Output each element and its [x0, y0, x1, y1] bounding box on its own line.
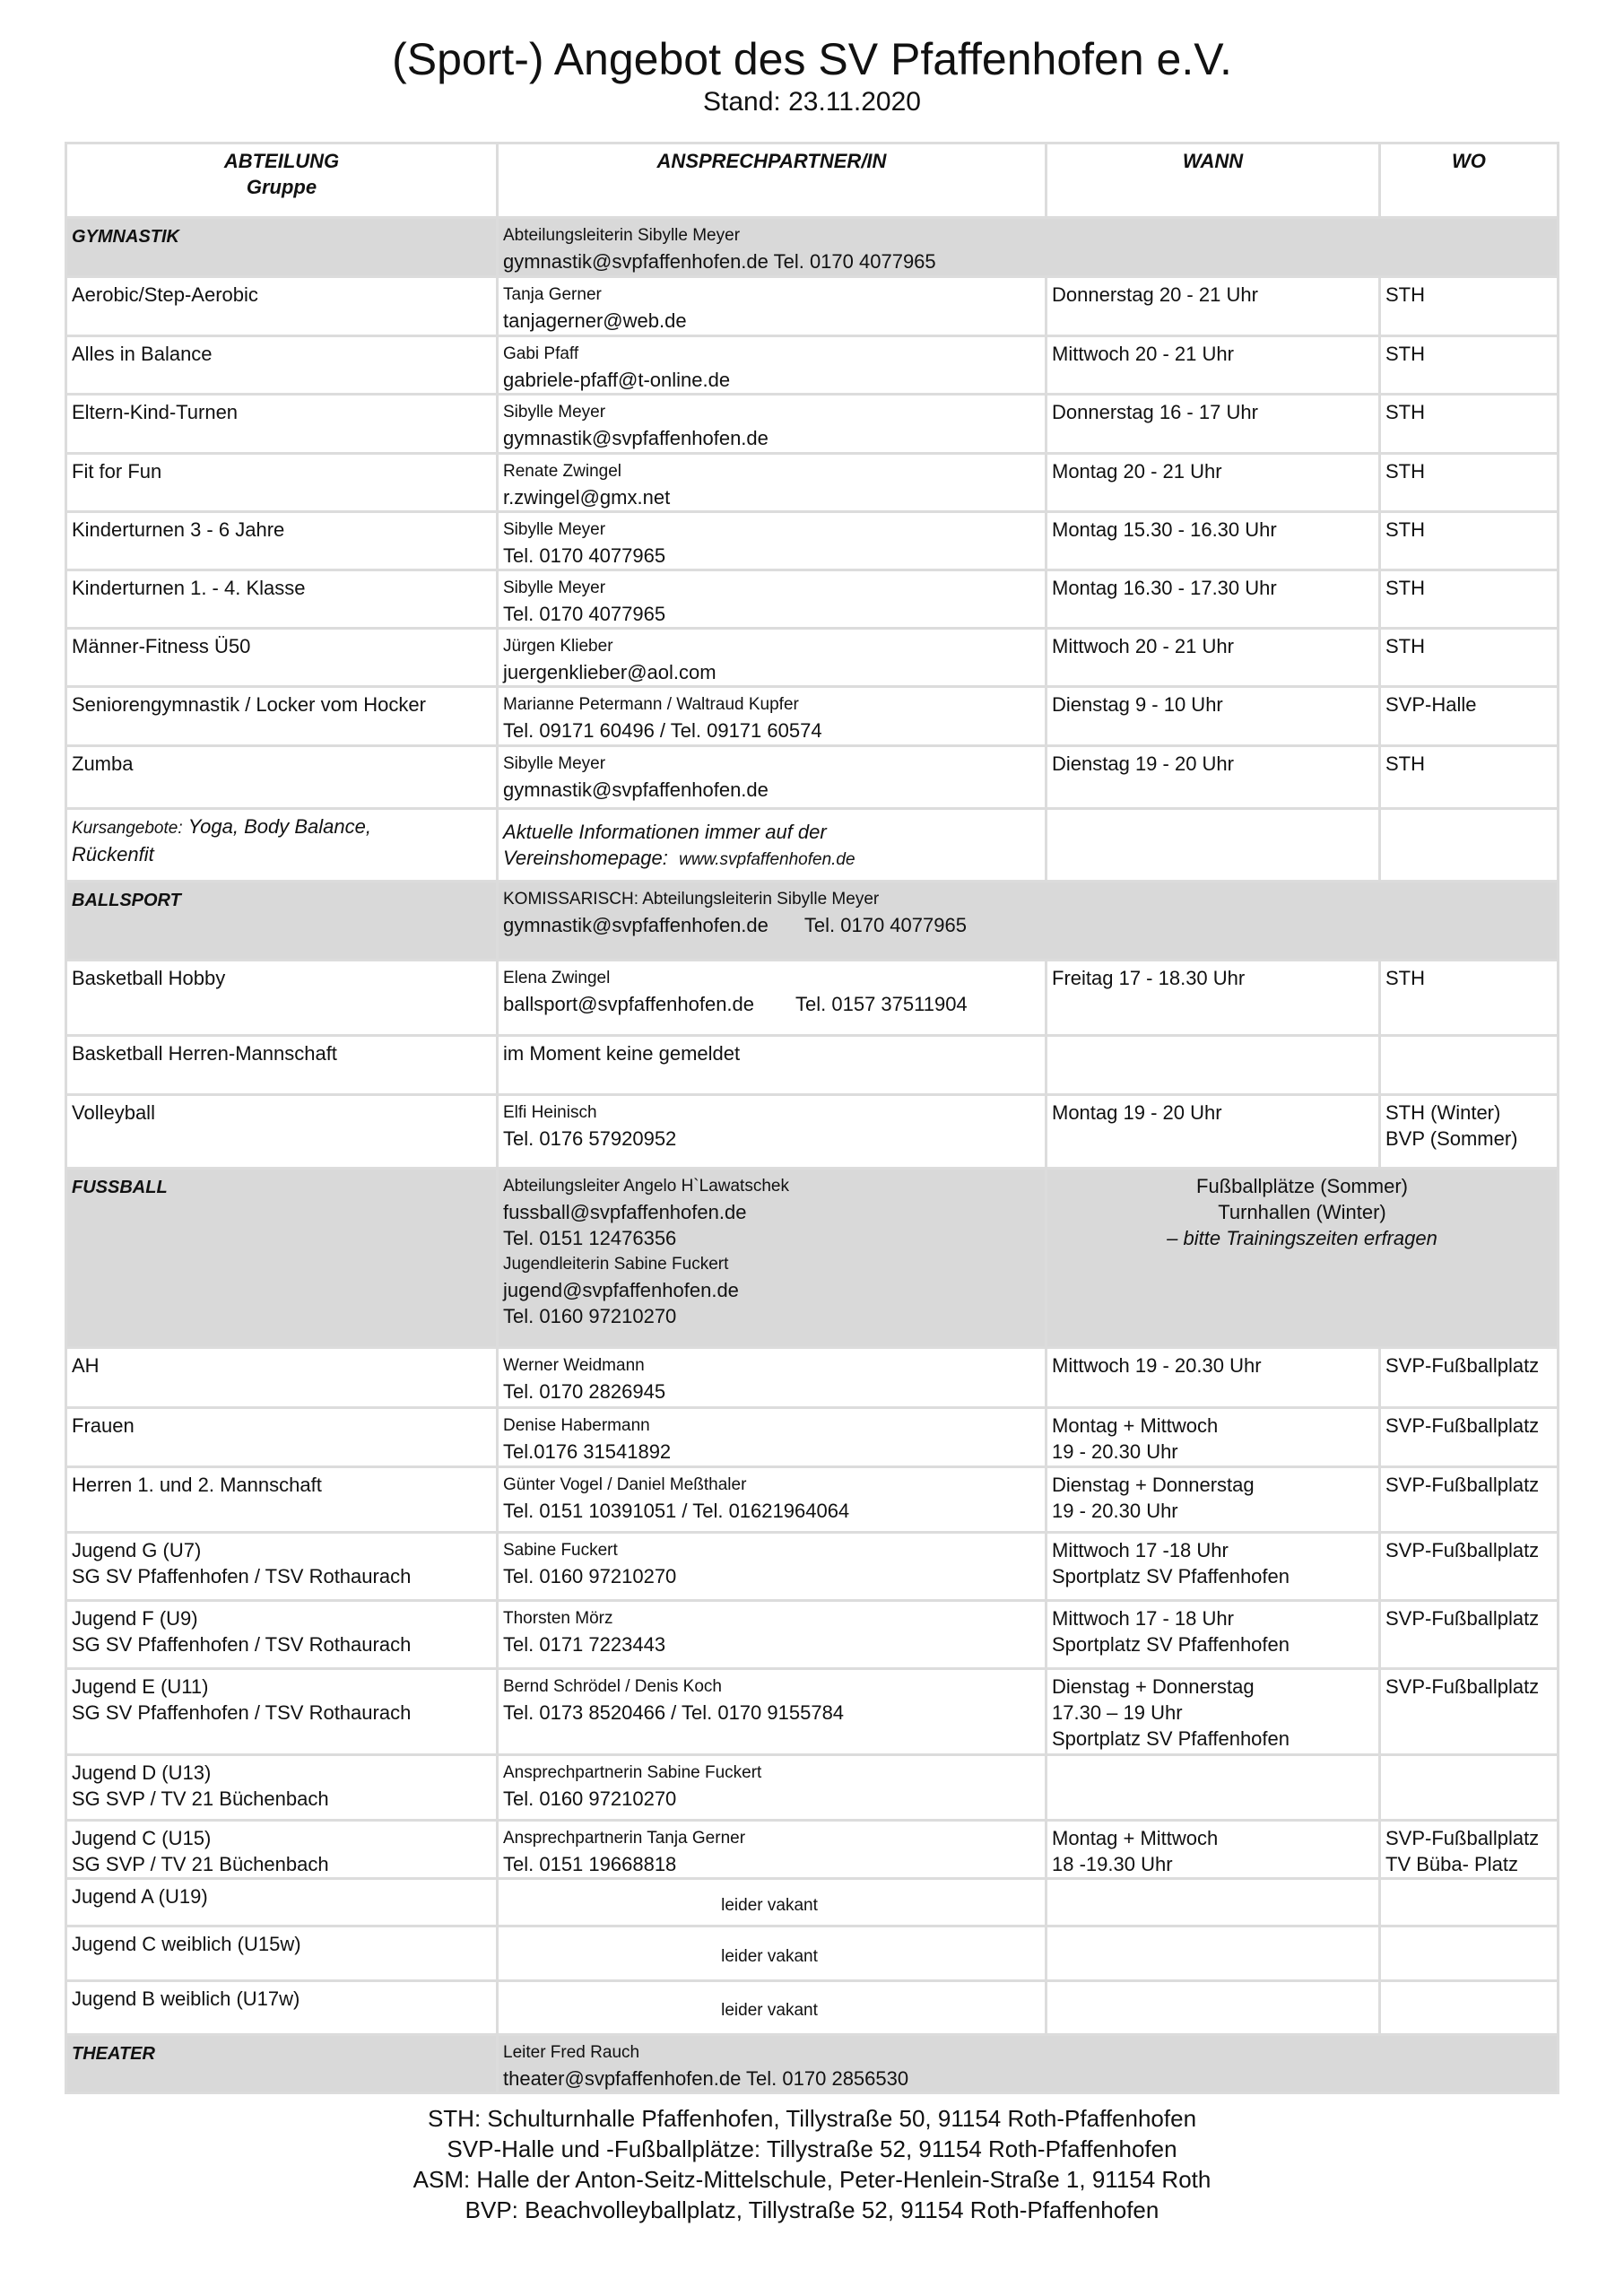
kurs-info: Aktuelle Informationen immer auf der Vereinshomepage: www.svpfaffenhofen.de — [498, 809, 1046, 882]
table-row — [66, 1821, 1559, 1879]
contact-cell: Ansprechpartnerin Sabine Fuckert Tel. 0160 97210270 — [498, 1755, 1046, 1821]
gymnastik-rows — [66, 277, 1559, 809]
wo-cell: STH — [1380, 629, 1559, 687]
gruppe-cell: Alles in Balance — [66, 336, 498, 395]
contact-cell: Gabi Pfaff gabriele-pfaff@t-online.de — [498, 336, 1046, 395]
table-row — [66, 277, 1559, 336]
table-row — [66, 395, 1559, 454]
gruppe-cell: Herren 1. und 2. Mannschaft — [66, 1467, 498, 1533]
section-row-theater — [66, 2035, 1559, 2093]
contact-cell: Sabine Fuckert Tel. 0160 97210270 — [498, 1533, 1046, 1601]
gruppe-cell: Frauen — [66, 1408, 498, 1467]
col-wo-header: WO — [1380, 144, 1559, 218]
wo-cell: STH — [1380, 746, 1559, 809]
page-title: (Sport-) Angebot des SV Pfaffenhofen e.V. — [392, 34, 1232, 84]
wann-cell: Montag + Mittwoch 19 - 20.30 Uhr — [1046, 1408, 1380, 1467]
contact-cell: Sibylle Meyer Tel. 0170 4077965 — [498, 570, 1046, 629]
wann-cell: Donnerstag 20 - 21 Uhr — [1046, 277, 1380, 336]
wo-cell: SVP-Halle — [1380, 687, 1559, 746]
gruppe-cell: Jugend D (U13) SG SVP / TV 21 Büchenbach — [66, 1755, 498, 1821]
table-row — [66, 454, 1559, 512]
wann-cell: Mittwoch 20 - 21 Uhr — [1046, 336, 1380, 395]
table-row — [66, 512, 1559, 570]
wo-cell: STH — [1380, 277, 1559, 336]
wann-cell: Mittwoch 17 -18 Uhr Sportplatz SV Pfaffenhofen — [1046, 1533, 1380, 1601]
section-name: FUSSBALL — [66, 1169, 498, 1348]
section-row-ballsport — [66, 882, 1559, 961]
gruppe-cell: Jugend F (U9) SG SV Pfaffenhofen / TSV Rothaurach — [66, 1601, 498, 1669]
gruppe-cell: Fit for Fun — [66, 454, 498, 512]
contact-cell: Sibylle Meyer Tel. 0170 4077965 — [498, 512, 1046, 570]
wann-cell: Montag 20 - 21 Uhr — [1046, 454, 1380, 512]
gruppe-cell: Seniorengymnastik / Locker vom Hocker — [66, 687, 498, 746]
table-row — [66, 336, 1559, 395]
section-where: Fußballplätze (Sommer) Turnhallen (Winter) – bitte Trainingszeiten erfragen — [1046, 1169, 1559, 1348]
table-header-row — [66, 144, 1559, 218]
gruppe-cell: Aerobic/Step-Aerobic — [66, 277, 498, 336]
table-row — [66, 1467, 1559, 1533]
gruppe-cell: Jugend B weiblich (U17w) — [66, 1981, 498, 2035]
kurs-courses: Kursangebote: Yoga, Body Balance, Rückenfit — [66, 809, 498, 882]
legend-line: BVP: Beachvolleyballplatz, Tillystraße 52, 91154 Roth-Pfaffenhofen — [465, 2196, 1159, 2223]
gruppe-cell: Zumba — [66, 746, 498, 809]
gruppe-cell: AH — [66, 1348, 498, 1408]
legend-line: SVP-Halle und -Fußballplätze: Tillystraße 52, 91154 Roth-Pfaffenhofen — [447, 2135, 1177, 2162]
kurs-row — [66, 809, 1559, 882]
contact-cell: Thorsten Mörz Tel. 0171 7223443 — [498, 1601, 1046, 1669]
wann-cell: Dienstag 9 - 10 Uhr — [1046, 687, 1380, 746]
table-row — [66, 629, 1559, 687]
wann-cell: Mittwoch 20 - 21 Uhr — [1046, 629, 1380, 687]
page-date: Stand: 23.11.2020 — [703, 87, 921, 117]
legend-footer — [0, 2103, 1624, 2225]
table-row — [66, 1533, 1559, 1601]
section-contact: Abteilungsleiterin Sibylle Meyer gymnastik@svpfaffenhofen.de Tel. 0170 4077965 — [498, 218, 1559, 277]
wann-cell: Montag + Mittwoch 18 -19.30 Uhr — [1046, 1821, 1380, 1879]
table-row — [66, 1981, 1559, 2035]
gruppe-cell: Kinderturnen 1. - 4. Klasse — [66, 570, 498, 629]
contact-cell: Tanja Gerner tanjagerner@web.de — [498, 277, 1046, 336]
fussball-rows — [66, 1348, 1559, 1879]
table-row: Volleyball Elfi Heinisch Tel. 0176 57920952 Montag 19 - 20 Uhr STH (Winter) BVP (Sommer) — [66, 1095, 1559, 1169]
table-row — [66, 1408, 1559, 1467]
kurs-wo — [1380, 809, 1559, 882]
contact-cell: Jürgen Klieber juergenklieber@aol.com — [498, 629, 1046, 687]
gruppe-cell: Jugend A (U19) — [66, 1879, 498, 1926]
table-row — [66, 1879, 1559, 1926]
sports-table — [65, 142, 1559, 2094]
wo-cell: STH — [1380, 395, 1559, 454]
wo-cell: SVP-Fußballplatz TV Büba- Platz — [1380, 1821, 1559, 1879]
col-gruppe-label: Gruppe — [246, 176, 317, 198]
contact-cell: Werner Weidmann Tel. 0170 2826945 — [498, 1348, 1046, 1408]
table-row — [66, 1601, 1559, 1669]
legend-line: ASM: Halle der Anton-Seitz-Mittelschule, Peter-Henlein-Straße 1, 91154 Roth — [413, 2166, 1211, 2193]
section-name: BALLSPORT — [66, 882, 498, 961]
section-contact: Leiter Fred Rauch theater@svpfaffenhofen.de Tel. 0170 2856530 — [498, 2035, 1559, 2093]
wann-cell: Donnerstag 16 - 17 Uhr — [1046, 395, 1380, 454]
gruppe-cell: Jugend G (U7) SG SV Pfaffenhofen / TSV Rothaurach — [66, 1533, 498, 1601]
col-wann-header: WANN — [1046, 144, 1380, 218]
wo-cell: SVP-Fußballplatz — [1380, 1669, 1559, 1755]
wann-cell — [1046, 1755, 1380, 1821]
contact-cell: Bernd Schrödel / Denis Koch Tel. 0173 8520466 / Tel. 0170 9155784 — [498, 1669, 1046, 1755]
section-contact: Abteilungsleiter Angelo H`Lawatschek fussball@svpfaffenhofen.de Tel. 0151 12476356 Jugendleiterin Sabine Fuckert jugend@svpfaffenhofen.de Tel. 0160 97210270 — [498, 1169, 1046, 1348]
contact-cell: Günter Vogel / Daniel Meßthaler Tel. 0151 10391051 / Tel. 01621964064 — [498, 1467, 1046, 1533]
wo-cell: SVP-Fußballplatz — [1380, 1601, 1559, 1669]
wann-cell: Dienstag 19 - 20 Uhr — [1046, 746, 1380, 809]
gruppe-cell: Kinderturnen 3 - 6 Jahre — [66, 512, 498, 570]
table-row: Basketball Herren-Mannschaft im Moment keine gemeldet — [66, 1036, 1559, 1095]
col-abteilung-header — [66, 144, 498, 218]
table-row — [66, 1348, 1559, 1408]
contact-cell: Ansprechpartnerin Tanja Gerner Tel. 0151 19668818 — [498, 1821, 1046, 1879]
contact-cell: Marianne Petermann / Waltraud Kupfer Tel. 09171 60496 / Tel. 09171 60574 — [498, 687, 1046, 746]
wann-cell: Dienstag + Donnerstag 19 - 20.30 Uhr — [1046, 1467, 1380, 1533]
gruppe-cell: Jugend C (U15) SG SVP / TV 21 Büchenbach — [66, 1821, 498, 1879]
wann-cell: Montag 15.30 - 16.30 Uhr — [1046, 512, 1380, 570]
homepage-link[interactable]: www.svpfaffenhofen.de — [679, 850, 855, 869]
wo-cell: SVP-Fußballplatz — [1380, 1408, 1559, 1467]
wo-cell: SVP-Fußballplatz — [1380, 1533, 1559, 1601]
section-contact: KOMISSARISCH: Abteilungsleiterin Sibylle Meyer gymnastik@svpfaffenhofen.de Tel. 0170 4077965 — [498, 882, 1559, 961]
contact-cell: leider vakant — [498, 1879, 1046, 1926]
gruppe-cell: Jugend C weiblich (U15w) — [66, 1926, 498, 1981]
kurs-wann — [1046, 809, 1380, 882]
table-row — [66, 687, 1559, 746]
contact-cell: leider vakant — [498, 1926, 1046, 1981]
gruppe-cell: Eltern-Kind-Turnen — [66, 395, 498, 454]
section-row-fussball — [66, 1169, 1559, 1348]
contact-cell: Renate Zwingel r.zwingel@gmx.net — [498, 454, 1046, 512]
table-row — [66, 570, 1559, 629]
section-name: GYMNASTIK — [66, 218, 498, 277]
gruppe-cell: Männer-Fitness Ü50 — [66, 629, 498, 687]
wann-cell: Mittwoch 19 - 20.30 Uhr — [1046, 1348, 1380, 1408]
wann-cell: Montag 16.30 - 17.30 Uhr — [1046, 570, 1380, 629]
vakant-rows — [66, 1879, 1559, 2035]
wo-cell — [1380, 1755, 1559, 1821]
wo-cell: STH — [1380, 454, 1559, 512]
table-row — [66, 1669, 1559, 1755]
contact-cell: Sibylle Meyer gymnastik@svpfaffenhofen.de — [498, 746, 1046, 809]
col-abteilung-label: ABTEILUNG — [223, 150, 340, 172]
wo-cell: STH — [1380, 570, 1559, 629]
col-ansprechpartner-header: ANSPRECHPARTNER/IN — [498, 144, 1046, 218]
table-row — [66, 746, 1559, 809]
table-row — [66, 1755, 1559, 1821]
contact-cell: Denise Habermann Tel.0176 31541892 — [498, 1408, 1046, 1467]
section-row-gymnastik — [66, 218, 1559, 277]
contact-cell: Sibylle Meyer gymnastik@svpfaffenhofen.de — [498, 395, 1046, 454]
gruppe-cell: Jugend E (U11) SG SV Pfaffenhofen / TSV Rothaurach — [66, 1669, 498, 1755]
contact-cell: leider vakant — [498, 1981, 1046, 2035]
wo-cell: SVP-Fußballplatz — [1380, 1467, 1559, 1533]
wann-cell: Dienstag + Donnerstag 17.30 – 19 Uhr Sportplatz SV Pfaffenhofen — [1046, 1669, 1380, 1755]
section-name: THEATER — [66, 2035, 498, 2093]
table-row — [66, 1926, 1559, 1981]
wo-cell: STH — [1380, 336, 1559, 395]
wo-cell: SVP-Fußballplatz — [1380, 1348, 1559, 1408]
legend-line: STH: Schulturnhalle Pfaffenhofen, Tillystraße 50, 91154 Roth-Pfaffenhofen — [427, 2105, 1197, 2132]
wo-cell: STH — [1380, 512, 1559, 570]
table-row: Basketball Hobby Elena Zwingel ballsport@svpfaffenhofen.de Tel. 0157 37511904 Freitag 17 - 18.30 Uhr STH — [66, 961, 1559, 1036]
wann-cell: Mittwoch 17 - 18 Uhr Sportplatz SV Pfaffenhofen — [1046, 1601, 1380, 1669]
